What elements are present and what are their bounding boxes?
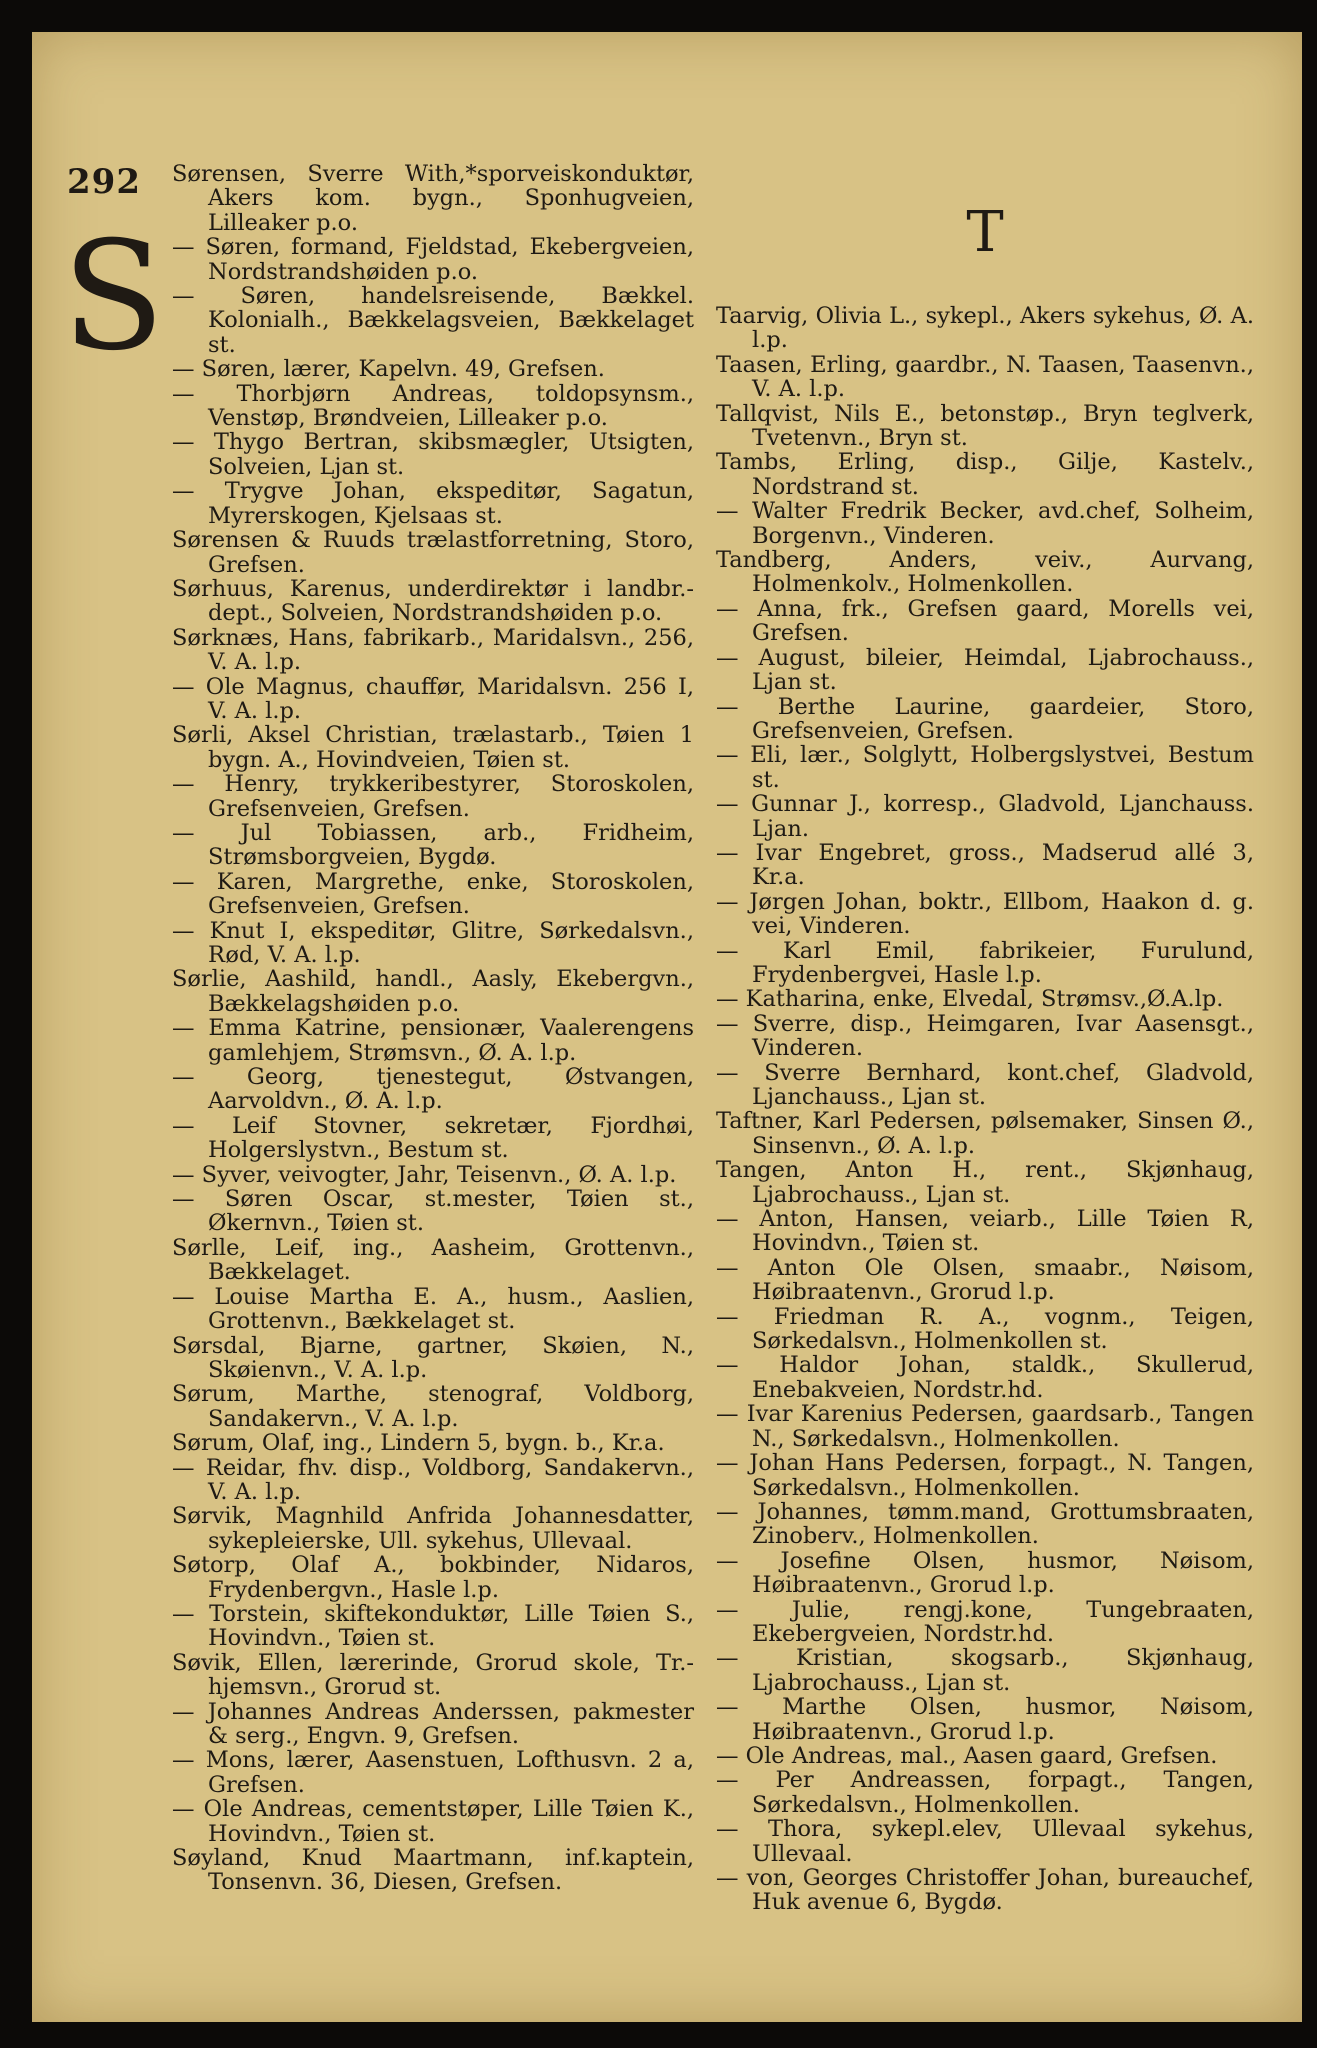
directory-entry: Sørlle, Leif, ing., Aasheim, Grottenvn., Bækkelaget.	[172, 1234, 694, 1286]
directory-entry: — Josefine Olsen, husmor, Nøisom, Høibraatenvn., Grorud l.p.	[716, 1547, 1254, 1599]
directory-entry: Sørli, Aksel Christian, trælastarb., Tøien 1 bygn. A., Hovindveien, Tøien st.	[172, 722, 694, 773]
directory-entry: Tandberg, Anders, veiv., Aurvang, Holmenkolv., Holmenkollen.	[716, 547, 1254, 598]
directory-entry: — Per Andreassen, forpagt., Tangen, Sørkedalsvn., Holmenkollen.	[716, 1767, 1254, 1818]
directory-entry: Tallqvist, Nils E., betonstøp., Bryn teglverk, Tvetenvn., Bryn st.	[716, 400, 1254, 452]
directory-entry: Taasen, Erling, gaardbr., N. Taasen, Taasenvn., V. A. l.p.	[716, 351, 1254, 403]
directory-entry: — Thora, sykepl.elev, Ullevaal sykehus, Ullevaal.	[716, 1816, 1254, 1867]
directory-entry: — Katharina, enke, Elvedal, Strømsv.,Ø.A.lp.	[716, 986, 1224, 1013]
directory-entry: Sørsdal, Bjarne, gartner, Skøien, N., Skøienvn., V. A. l.p.	[172, 1332, 694, 1383]
directory-entry: — Jørgen Johan, boktr., Ellbom, Haakon d. g. vei, Vinderen.	[716, 888, 1254, 940]
directory-entry: — Friedman R. A., vognm., Teigen, Sørkedalsvn., Holmenkollen st.	[716, 1303, 1254, 1355]
directory-page	[32, 32, 1302, 2022]
directory-entry: — Georg, tjenestegut, Østvangen, Aarvoldvn., Ø. A. l.p.	[172, 1064, 694, 1115]
directory-entry: — Ole Andreas, mal., Aasen gaard, Grefsen.	[716, 1742, 1218, 1769]
directory-entry: — Emma Katrine, pensionær, Vaalerengens gamlehjem, Strømsvn., Ø. A. l.p.	[172, 1015, 694, 1066]
directory-entry: — Ole Magnus, chauffør, Maridalsvn. 256 I, V. A. l.p.	[172, 673, 694, 724]
directory-entry: — Søren, lærer, Kapelvn. 49, Grefsen.	[172, 356, 605, 383]
directory-entry: — Marthe Olsen, husmor, Nøisom, Høibraatenvn., Grorud l.p.	[716, 1694, 1254, 1745]
directory-entry: — Anna, frk., Grefsen gaard, Morells vei, Grefsen.	[716, 595, 1254, 647]
directory-entry: — Sverre, disp., Heimgaren, Ivar Aasensgt., Vinderen.	[716, 1010, 1254, 1062]
directory-entry: Søtorp, Olaf A., bokbinder, Nidaros, Frydenbergvn., Hasle l.p.	[172, 1552, 694, 1603]
directory-entry: — Torstein, skiftekonduktør, Lille Tøien S., Hovindvn., Tøien st.	[172, 1600, 694, 1652]
directory-entry: — Gunnar J., korresp., Gladvold, Ljanchauss. Ljan.	[716, 791, 1254, 842]
directory-entry: — Sverre Bernhard, kont.chef, Gladvold, Ljanchauss., Ljan st.	[716, 1059, 1254, 1110]
directory-entry: — Syver, veivogter, Jahr, Teisenvn., Ø. A. l.p.	[172, 1161, 677, 1188]
directory-entry: — Louise Martha E. A., husm., Aaslien, Grottenvn., Bækkelaget st.	[172, 1283, 694, 1335]
directory-entry: — Leif Stovner, sekretær, Fjordhøi, Holgerslystvn., Bestum st.	[172, 1112, 694, 1164]
directory-entry: — Mons, lærer, Aasenstuen, Lofthusvn. 2 a, Grefsen.	[172, 1747, 694, 1798]
directory-entry: Søyland, Knud Maartmann, inf.kaptein, Tonsenvn. 36, Diesen, Grefsen.	[172, 1845, 694, 1896]
directory-entry: — Søren, handelsreisende, Bækkel. Kolonialh., Bækkelagsveien, Bækkelaget st.	[172, 283, 694, 358]
directory-entry: — Johannes, tømm.mand, Grottumsbraaten, Zinoberv., Holmenkollen.	[716, 1498, 1254, 1550]
right-heading-letter: T	[966, 200, 1004, 265]
directory-entry: — Ivar Engebret, gross., Madserud allé 3, Kr.a.	[716, 839, 1254, 891]
directory-entry: Sørum, Marthe, stenograf, Voldborg, Sandakervn., V. A. l.p.	[172, 1381, 694, 1432]
page-number: 292	[67, 162, 141, 202]
directory-entry: Tangen, Anton H., rent., Skjønhaug, Ljabrochauss., Ljan st.	[716, 1157, 1254, 1208]
directory-entry: Sørensen & Ruuds trælastforretning, Storo, Grefsen.	[172, 527, 694, 578]
directory-entry: — Kristian, skogsarb., Skjønhaug, Ljabrochauss., Ljan st.	[716, 1645, 1254, 1696]
directory-entry: Tambs, Erling, disp., Gilje, Kastelv., Nordstrand st.	[716, 449, 1254, 500]
directory-entry: — Anton Ole Olsen, smaabr., Nøisom, Høibraatenvn., Grorud l.p.	[716, 1254, 1254, 1306]
directory-entry: — Johan Hans Pedersen, forpagt., N. Tangen, Sørkedalsvn., Holmenkollen.	[716, 1450, 1254, 1501]
directory-entry: — Eli, lær., Solglytt, Holbergslystvei, Bestum st.	[716, 742, 1254, 793]
directory-entry: Sørvik, Magnhild Anfrida Johannesdatter, sykepleierske, Ull. sykehus, Ullevaal.	[172, 1503, 694, 1554]
directory-entry: — Ole Andreas, cementstøper, Lille Tøien K., Hovindvn., Tøien st.	[172, 1796, 694, 1847]
directory-entry: — Knut I, ekspeditør, Glitre, Sørkedalsvn., Rød, V. A. l.p.	[172, 917, 694, 968]
directory-entry: Sørhuus, Karenus, underdirektør i landbr.-dept., Solveien, Nordstrandshøiden p.o.	[172, 575, 694, 627]
directory-entry: — Søren, formand, Fjeldstad, Ekebergveien, Nordstrandshøiden p.o.	[172, 234, 694, 285]
directory-entry: — Anton, Hansen, veiarb., Lille Tøien R, Hovindvn., Tøien st.	[716, 1206, 1254, 1257]
directory-entry: — Reidar, fhv. disp., Voldborg, Sandakervn., V. A. l.p.	[172, 1454, 694, 1505]
directory-entry: — Julie, rengj.kone, Tungebraaten, Ekebergveien, Nordstr.hd.	[716, 1596, 1254, 1647]
directory-entry: — August, bileier, Heimdal, Ljabrochauss., Ljan st.	[716, 644, 1254, 696]
directory-entry: — Walter Fredrik Becker, avd.chef, Solheim, Borgenvn., Vinderen.	[716, 498, 1254, 549]
directory-entry: Taftner, Karl Pedersen, pølsemaker, Sinsen Ø., Sinsenvn., Ø. A. l.p.	[716, 1108, 1254, 1159]
directory-entry: Sørknæs, Hans, fabrikarb., Maridalsvn., 256, V. A. l.p.	[172, 624, 694, 676]
directory-entry: — Jul Tobiassen, arb., Fridheim, Strømsborgveien, Bygdø.	[172, 819, 694, 871]
directory-entry: Sørlie, Aashild, handl., Aasly, Ekebergvn., Bækkelagshøiden p.o.	[172, 966, 694, 1017]
directory-entry: Taarvig, Olivia L., sykepl., Akers sykehus, Ø. A. l.p.	[716, 303, 1254, 354]
directory-entry: — Søren Oscar, st.mester, Tøien st., Økernvn., Tøien st.	[172, 1186, 694, 1237]
directory-entry: — Berthe Laurine, gaardeier, Storo, Grefsenveien, Grefsen.	[716, 693, 1254, 744]
directory-entry: Sørum, Olaf, ing., Lindern 5, bygn. b., Kr.a.	[172, 1430, 665, 1457]
directory-entry: — Johannes Andreas Anderssen, pakmester & serg., Engvn. 9, Grefsen.	[172, 1698, 694, 1749]
directory-entry: Søvik, Ellen, lærerinde, Grorud skole, Tr.-hjemsvn., Grorud st.	[172, 1649, 694, 1701]
directory-entry: — Karen, Margrethe, enke, Storoskolen, Grefsenveien, Grefsen.	[172, 868, 694, 920]
directory-entry: — Thygo Bertran, skibsmægler, Utsigten, Solveien, Ljan st.	[172, 429, 694, 480]
directory-entry: — Karl Emil, fabrikeier, Furulund, Frydenbergvei, Hasle l.p.	[716, 937, 1254, 988]
left-column	[172, 162, 694, 1895]
directory-entry: Sørensen, Sverre With,*sporveiskonduktør, Akers kom. bygn., Sponhugveien, Lilleaker p.o.	[172, 161, 694, 236]
directory-entry: — von, Georges Christoffer Johan, bureauchef, Huk avenue 6, Bygdø.	[716, 1865, 1254, 1916]
directory-entry: — Thorbjørn Andreas, toldopsynsm., Venstøp, Brøndveien, Lilleaker p.o.	[172, 380, 694, 432]
directory-entry: — Ivar Karenius Pedersen, gaardsarb., Tangen N., Sørkedalsvn., Holmenkollen.	[716, 1401, 1254, 1452]
directory-entry: — Haldor Johan, staldk., Skullerud, Enebakveien, Nordstr.hd.	[716, 1352, 1254, 1403]
section-letter: S	[62, 210, 165, 384]
right-column	[716, 162, 1254, 1915]
right-column-entries	[716, 304, 1254, 1915]
directory-entry: — Trygve Johan, ekspeditør, Sagatun, Myrerskogen, Kjelsaas st.	[172, 478, 694, 529]
directory-entry: — Henry, trykkeribestyrer, Storoskolen, Grefsenveien, Grefsen.	[172, 771, 694, 822]
